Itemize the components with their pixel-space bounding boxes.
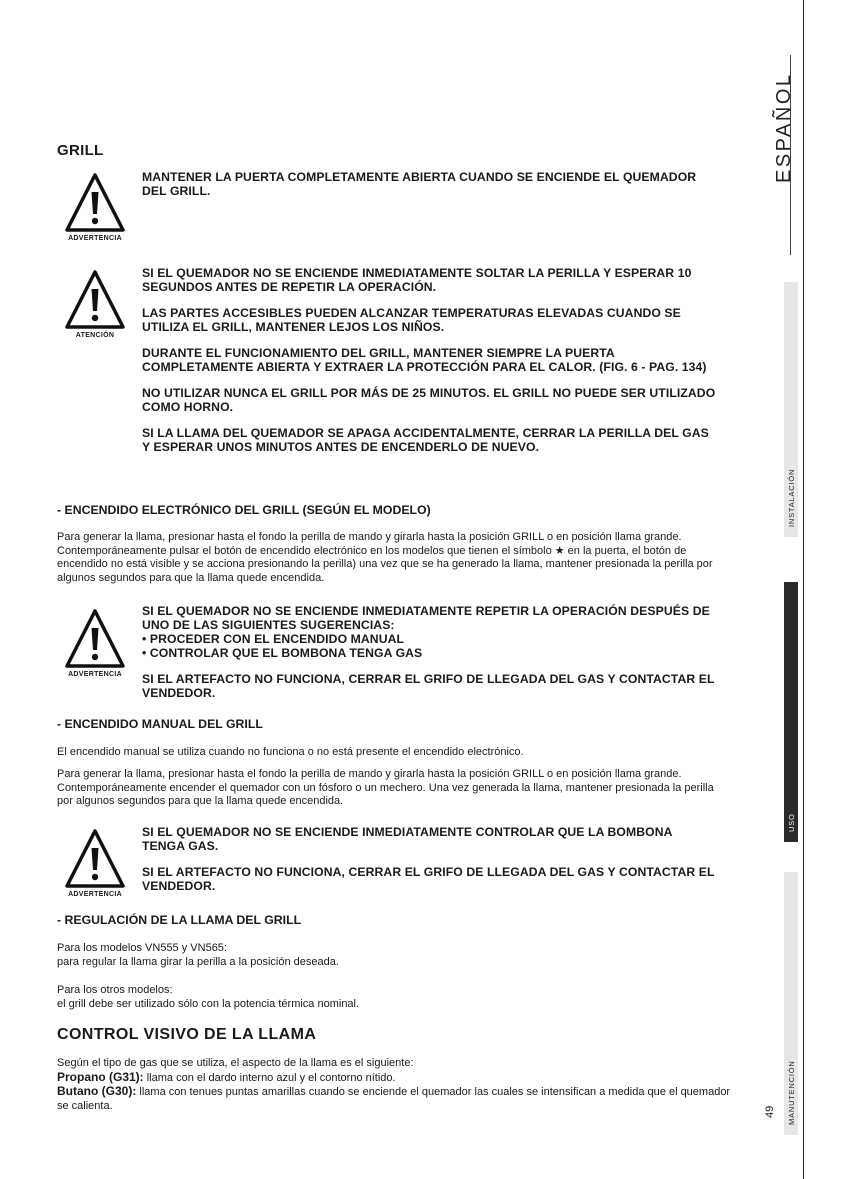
warning-triangle-icon <box>64 269 126 331</box>
warning-text-block-2 <box>142 266 717 466</box>
tab-manutencion[interactable]: MANUTENCIÓN <box>784 872 798 1135</box>
regulation-text-2: Para los otros modelos: el grill debe ser utilizado sólo con la potencia térmica nominal. <box>57 984 360 1010</box>
manual-ignition-heading: - ENCENDIDO MANUAL DEL GRILL <box>57 717 263 731</box>
butano-label: Butano (G30): <box>57 1084 137 1098</box>
grill-title: GRILL <box>57 142 104 159</box>
regulation-text-1: Para los modelos VN555 y VN565: para regular la llama girar la perilla a la posición deseada. <box>57 942 339 968</box>
warning-text-block-4 <box>142 825 717 905</box>
warning-line: DURANTE EL FUNCIONAMIENTO DEL GRILL, MANTENER SIEMPRE LA PUERTA COMPLETAMENTE ABIERTA Y EXTRAER LA PROTECCIÓN PARA EL CALOR. (FIG. 6 - PAG. 134) <box>142 346 707 374</box>
right-border-line <box>803 0 804 1179</box>
propano-label: Propano (G31): <box>57 1070 144 1084</box>
warning-line: SI EL ARTEFACTO NO FUNCIONA, CERRAR EL GRIFO DE LLEGADA DEL GAS Y CONTACTAR EL VENDEDOR. <box>142 672 715 700</box>
attention-caption: ATENCIÓN <box>75 332 115 339</box>
warning-line: SI EL QUEMADOR NO SE ENCIENDE INMEDIATAMENTE SOLTAR LA PERILLA Y ESPERAR 10 SEGUNDOS ANTES DE REPETIR LA OPERACIÓN. <box>142 266 692 294</box>
warning-line: SI EL QUEMADOR NO SE ENCIENDE INMEDIATAMENTE REPETIR LA OPERACIÓN DESPUÉS DE UNO DE LAS SIGUIENTES SUGERENCIAS: • PROCEDER CON EL ENCENDIDO MANUAL • CONTROLAR QUE EL BOMBONA TENGA GAS <box>142 604 710 660</box>
flame-butano <box>57 1085 737 1113</box>
warning-symbol-3 <box>60 608 130 678</box>
flame-intro: Según el tipo de gas que se utiliza, el aspecto de la llama es el siguiente: <box>57 1057 414 1069</box>
manual-ignition-text-1: El encendido manual se utiliza cuando no funciona o no está presente el encendido electrónico. <box>57 746 524 758</box>
warning-line: SI LA LLAMA DEL QUEMADOR SE APAGA ACCIDENTALMENTE, CERRAR LA PERILLA DEL GAS Y ESPERAR UNOS MINUTOS ANTES DE ENCENDERLO DE NUEVO. <box>142 426 709 454</box>
warning-triangle-icon <box>64 608 126 670</box>
warning-symbol-1 <box>60 172 130 242</box>
attention-symbol <box>60 269 130 339</box>
warning-line: SI EL ARTEFACTO NO FUNCIONA, CERRAR EL GRIFO DE LLEGADA DEL GAS Y CONTACTAR EL VENDEDOR. <box>142 865 715 893</box>
electronic-ignition-heading: - ENCENDIDO ELECTRÓNICO DEL GRILL (SEGÚN EL MODELO) <box>57 503 431 517</box>
tab-instalacion[interactable]: INSTALACIÓN <box>784 282 798 537</box>
butano-text: llama con tenues puntas amarillas cuando se enciende el quemador las cuales se intensifican a medida que el quemador se calienta. <box>57 1086 731 1112</box>
warning-caption: ADVERTENCIA <box>68 891 122 898</box>
warning-caption: ADVERTENCIA <box>68 671 122 678</box>
warning-line: NO UTILIZAR NUNCA EL GRILL POR MÁS DE 25 MINUTOS. EL GRILL NO PUEDE SER UTILIZADO COMO HORNO. <box>142 386 716 414</box>
warning-triangle-icon <box>64 828 126 890</box>
propano-text: llama con el dardo interno azul y el contorno nítido. <box>143 1072 396 1084</box>
warning-caption: ADVERTENCIA <box>68 235 122 242</box>
warning-line: LAS PARTES ACCESIBLES PUEDEN ALCANZAR TEMPERATURAS ELEVADAS CUANDO SE UTILIZA EL GRILL, MANTENER LEJOS LOS NIÑOS. <box>142 306 681 334</box>
tab-uso[interactable]: USO <box>784 582 798 842</box>
flame-control-title: CONTROL VISIVO DE LA LLAMA <box>57 1026 317 1043</box>
manual-ignition-text-2: Para generar la llama, presionar hasta el fondo la perilla de mando y girarla hasta la posición GRILL o en posición llama grande. Contemporáneamente encender el quemador con un fósforo o un mechero. Una vez generada la llama, mantener presionada la perilla por algunos segundos para que la llama quede encendida. <box>57 768 714 807</box>
electronic-ignition-text: Para generar la llama, presionar hasta el fondo la perilla de mando y girarla hasta la posición GRILL o en posición llama grande. Contemporáneamente pulsar el botón de encendido electrónico en los modelos que tienen el símbolo ★ en la puerta, el botón de encendido no está visible y se acciona presionando la perilla) una vez que se ha generado la llama, mantener presionada la perilla por algunos segundos para que la llama quede encendida. <box>57 531 713 584</box>
warning-text-block-1 <box>142 170 722 210</box>
flame-propano <box>57 1071 737 1086</box>
regulation-heading: - REGULACIÓN DE LA LLAMA DEL GRILL <box>57 913 302 927</box>
warning-triangle-icon <box>64 172 126 234</box>
warning-text-block-3 <box>142 604 722 712</box>
warning-symbol-4 <box>60 828 130 898</box>
warning-line: SI EL QUEMADOR NO SE ENCIENDE INMEDIATAMENTE CONTROLAR QUE LA BOMBONA TENGA GAS. <box>142 825 673 853</box>
warning-line: MANTENER LA PUERTA COMPLETAMENTE ABIERTA CUANDO SE ENCIENDE EL QUEMADOR DEL GRILL. <box>142 170 697 198</box>
